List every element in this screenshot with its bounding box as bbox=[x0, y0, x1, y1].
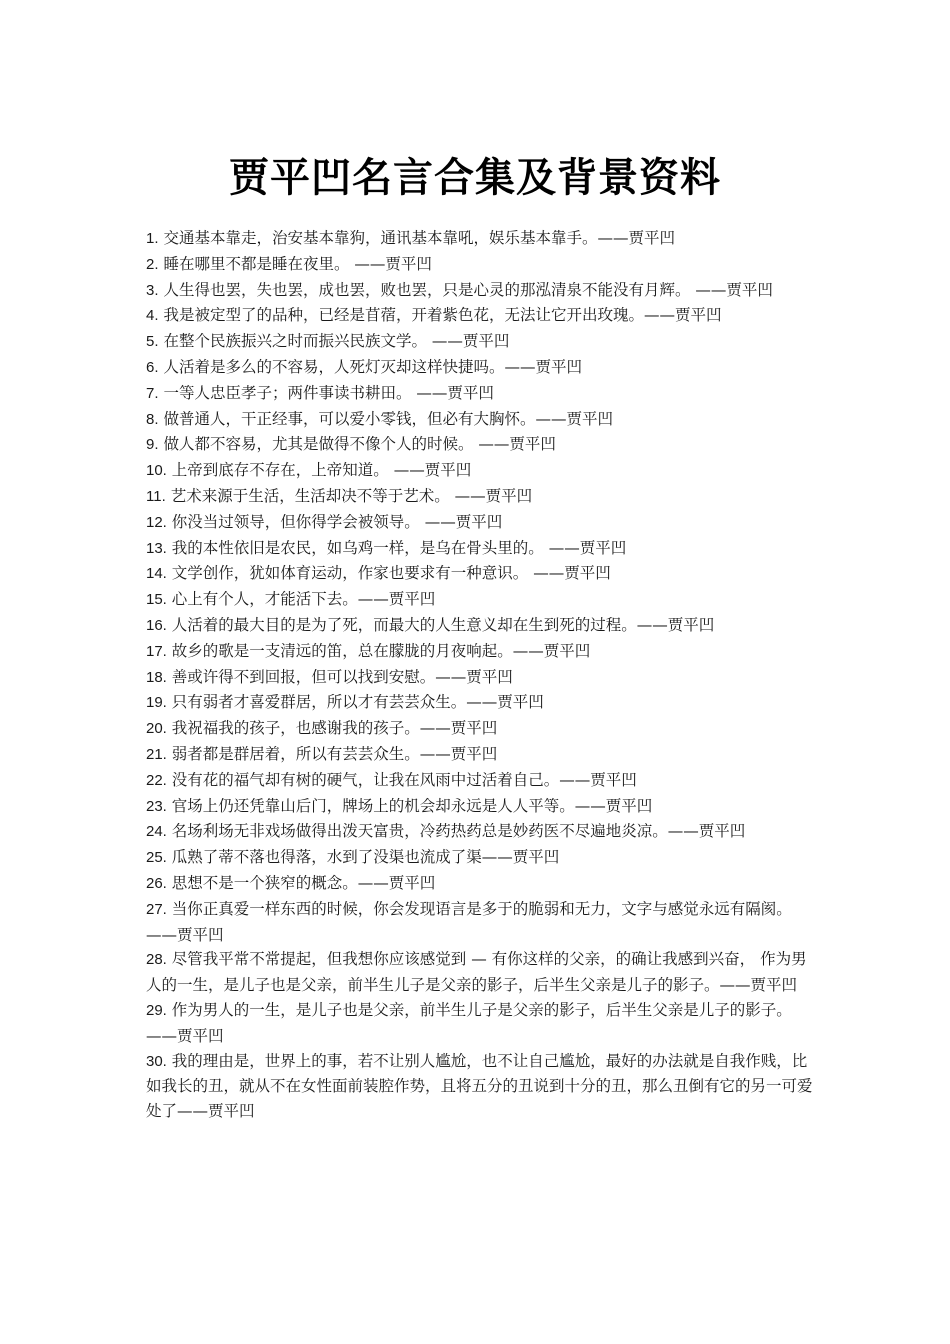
quote-item bbox=[146, 1049, 814, 1124]
quote-text: 尽管我平常不常提起，但我想你应该感觉到 — 有你这样的父亲，的确让我感到兴奋， 作为男人的一生，是儿子也是父亲，前半生儿子是父亲的影子，后半生父亲是儿子的影子。——贾平凹 bbox=[146, 950, 807, 995]
quote-item bbox=[146, 355, 814, 381]
quote-item bbox=[146, 613, 814, 639]
quote-number: 9. bbox=[146, 436, 159, 454]
quote-item bbox=[146, 768, 814, 794]
quote-text: 弱者都是群居着，所以有芸芸众生。——贾平凹 bbox=[171, 744, 498, 763]
quote-item bbox=[146, 690, 814, 716]
quote-number: 8. bbox=[146, 410, 159, 428]
quote-number: 26. bbox=[146, 874, 167, 892]
quote-item bbox=[146, 329, 814, 355]
quote-number: 19. bbox=[146, 694, 167, 712]
quote-item bbox=[146, 407, 814, 433]
quote-item bbox=[146, 510, 814, 536]
quote-text: 你没当过领导，但你得学会被领导。 ——贾平凹 bbox=[171, 512, 503, 531]
quote-text: 在整个民族振兴之时而振兴民族文学。 ——贾平凹 bbox=[163, 332, 510, 351]
page-title: 贾平凹名言合集及背景资料 bbox=[229, 154, 721, 201]
quote-item bbox=[146, 226, 814, 252]
quote-number: 18. bbox=[146, 668, 167, 686]
quote-text: 文学创作，犹如体育运动，作家也要求有一种意识。 ——贾平凹 bbox=[171, 564, 611, 583]
quote-text: 艺术来源于生活，生活却决不等于艺术。 ——贾平凹 bbox=[170, 486, 533, 505]
quote-text: 瓜熟了蒂不落也得落，水到了没渠也流成了渠——贾平凹 bbox=[171, 848, 560, 867]
quote-item bbox=[146, 947, 814, 998]
quote-number: 12. bbox=[146, 513, 167, 531]
quote-text: 作为男人的一生，是儿子也是父亲，前半生儿子是父亲的影子，后半生父亲是儿子的影子。——贾平凹 bbox=[146, 1000, 792, 1045]
quote-number: 14. bbox=[146, 565, 167, 583]
quote-number: 25. bbox=[146, 849, 167, 867]
quote-number: 10. bbox=[146, 462, 167, 480]
quote-number: 20. bbox=[146, 720, 167, 738]
quote-item bbox=[146, 458, 814, 484]
quote-item bbox=[146, 871, 814, 897]
quote-text: 故乡的歌是一支清远的笛，总在朦胧的月夜响起。——贾平凹 bbox=[171, 641, 591, 660]
quote-text: 一等人忠臣孝子；两件事读书耕田。 ——贾平凹 bbox=[163, 383, 494, 402]
quote-item bbox=[146, 561, 814, 587]
quote-text: 思想不是一个狭窄的概念。——贾平凹 bbox=[171, 873, 436, 892]
quote-number: 3. bbox=[146, 281, 159, 299]
quote-item bbox=[146, 536, 814, 562]
quote-number: 6. bbox=[146, 358, 159, 376]
quote-item bbox=[146, 998, 814, 1049]
quote-number: 2. bbox=[146, 255, 159, 273]
quote-text: 当你正真爱一样东西的时候，你会发现语言是多于的脆弱和无力，文字与感觉永远有隔阂。——贾平凹 bbox=[146, 899, 792, 944]
quote-text: 名场利场无非戏场做得出泼天富贵，冷药热药总是妙药医不尽遍地炎凉。——贾平凹 bbox=[171, 822, 746, 841]
quote-text: 做人都不容易，尤其是做得不像个人的时候。 ——贾平凹 bbox=[163, 435, 556, 454]
quote-text: 我祝福我的孩子，也感谢我的孩子。——贾平凹 bbox=[171, 719, 498, 738]
quote-number: 27. bbox=[146, 900, 167, 918]
quote-item bbox=[146, 794, 814, 820]
quote-item bbox=[146, 845, 814, 871]
quote-number: 7. bbox=[146, 384, 159, 402]
quote-item bbox=[146, 252, 814, 278]
quote-number: 15. bbox=[146, 591, 167, 609]
quote-text: 我是被定型了的品种，已经是苜蓿，开着紫色花，无法让它开出玫瑰。——贾平凹 bbox=[163, 306, 722, 325]
quote-text: 人生得也罢，失也罢，成也罢，败也罢，只是心灵的那泓清泉不能没有月辉。 ——贾平凹 bbox=[163, 280, 773, 299]
quote-number: 13. bbox=[146, 539, 167, 557]
quote-text: 交通基本靠走，治安基本靠狗，通讯基本靠吼，娱乐基本靠手。——贾平凹 bbox=[163, 229, 675, 247]
quote-number: 23. bbox=[146, 797, 167, 815]
quote-text: 只有弱者才喜爱群居，所以才有芸芸众生。——贾平凹 bbox=[171, 693, 544, 712]
quote-item bbox=[146, 742, 814, 768]
quote-text: 心上有个人，才能活下去。——贾平凹 bbox=[171, 590, 436, 609]
quote-item bbox=[146, 587, 814, 613]
quote-number: 16. bbox=[146, 616, 167, 634]
quote-item bbox=[146, 381, 814, 407]
quote-list bbox=[146, 226, 814, 1124]
quote-text: 官场上仍还凭靠山后门，牌场上的机会却永远是人人平等。——贾平凹 bbox=[171, 796, 653, 815]
quote-text: 我的理由是，世界上的事，若不让别人尴尬，也不让自己尴尬，最好的办法就是自我作贱，比如我长的丑，就从不在女性面前装腔作势，且将五分的丑说到十分的丑，那么丑倒有它的另一可爱处了——贾平凹 bbox=[146, 1051, 813, 1121]
quote-text: 上帝到底存不存在，上帝知道。 ——贾平凹 bbox=[171, 461, 472, 480]
quote-item bbox=[146, 432, 814, 458]
quote-number: 29. bbox=[146, 1001, 167, 1019]
quote-item bbox=[146, 278, 814, 304]
quote-text: 没有花的福气却有树的硬气，让我在风雨中过活着自己。——贾平凹 bbox=[171, 770, 637, 789]
quote-text: 善或许得不到回报，但可以找到安慰。——贾平凹 bbox=[171, 667, 513, 686]
quote-number: 5. bbox=[146, 333, 159, 351]
quote-item bbox=[146, 819, 814, 845]
quote-number: 28. bbox=[146, 951, 167, 969]
quote-number: 11. bbox=[146, 487, 166, 505]
quote-text: 人活着是多么的不容易，人死灯灭却这样快捷吗。——贾平凹 bbox=[163, 357, 582, 376]
quote-number: 21. bbox=[146, 745, 167, 763]
quote-text: 睡在哪里不都是睡在夜里。 ——贾平凹 bbox=[163, 254, 432, 273]
quote-number: 30. bbox=[146, 1052, 167, 1070]
quote-text: 人活着的最大目的是为了死，而最大的人生意义却在生到死的过程。——贾平凹 bbox=[171, 615, 715, 634]
quote-text: 我的本性依旧是农民，如乌鸡一样，是乌在骨头里的。 ——贾平凹 bbox=[171, 538, 627, 557]
quote-number: 1. bbox=[146, 230, 159, 247]
quote-item bbox=[146, 665, 814, 691]
quote-item bbox=[146, 897, 814, 948]
quote-number: 17. bbox=[146, 642, 167, 660]
quote-number: 22. bbox=[146, 771, 167, 789]
quote-item bbox=[146, 639, 814, 665]
quote-item bbox=[146, 716, 814, 742]
quote-number: 4. bbox=[146, 307, 159, 325]
quote-text: 做普通人，干正经事，可以爱小零钱，但必有大胸怀。——贾平凹 bbox=[163, 409, 613, 428]
quote-item bbox=[146, 484, 814, 510]
quote-number: 24. bbox=[146, 823, 167, 841]
quote-item bbox=[146, 303, 814, 329]
